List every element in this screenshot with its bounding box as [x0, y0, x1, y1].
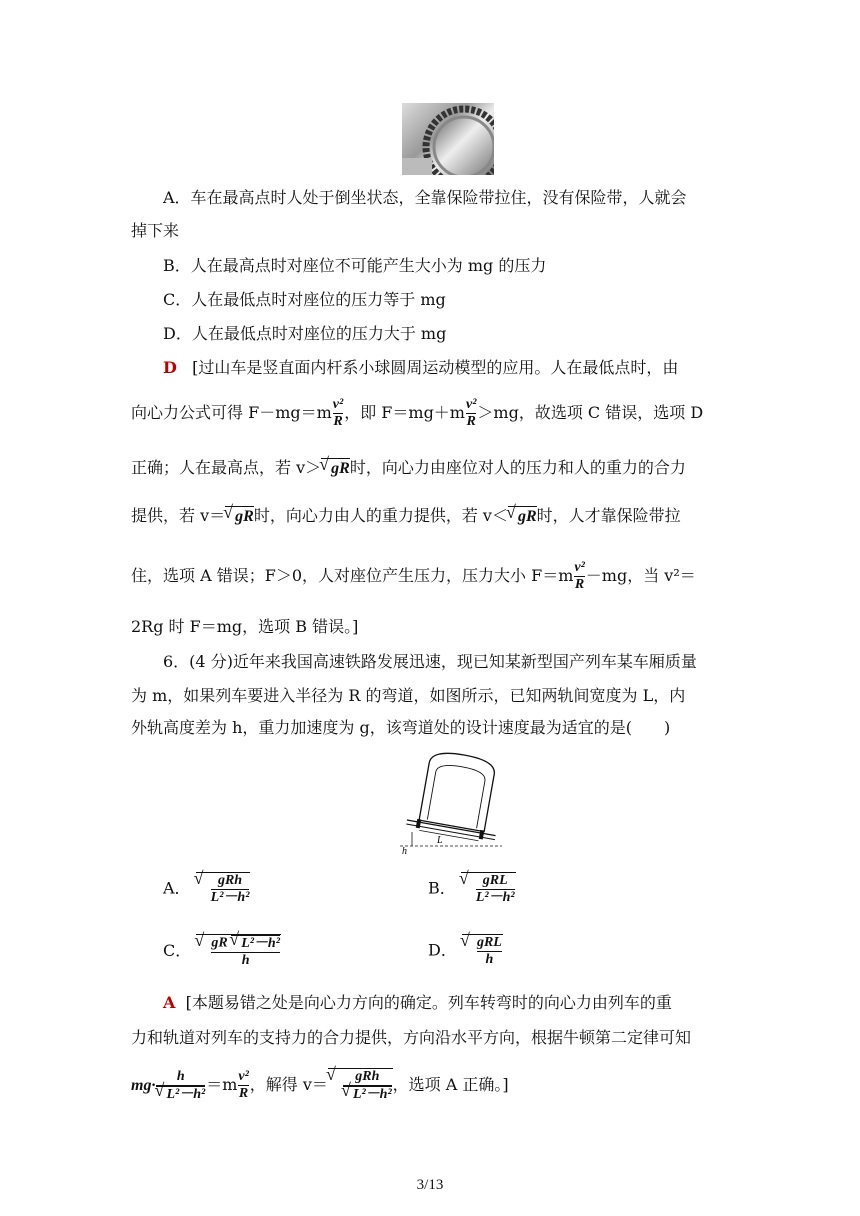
frac-num: v² [574, 560, 585, 575]
frac-num: √ gRh [355, 1069, 380, 1084]
frac-den: R [466, 414, 476, 429]
q6-explanation-line1 [163, 992, 672, 1014]
sqrt-gr: √ gR [225, 506, 254, 527]
page-number: 3/13 [416, 1177, 444, 1193]
figure-label-l: L [437, 835, 443, 846]
prev-explanation-line5 [131, 560, 696, 593]
prev-exp-text: [过山车是竖直面内杆系小球圆周运动模型的应用。人在最低点时，由 [192, 358, 679, 377]
question6-option-a[interactable] [163, 872, 250, 906]
fraction [476, 873, 515, 906]
frac-num: h [176, 1068, 185, 1084]
exp-text: mg· [131, 1077, 156, 1094]
fraction [477, 935, 502, 968]
prev-option-d: D．人在最低点时对座位的压力大于 mg [163, 324, 447, 343]
train-banked-track-figure [398, 748, 508, 856]
exp-text: 时，向心力由人的重力提供，若 v＜ [253, 506, 508, 525]
frac-num: v² [465, 397, 477, 412]
question6-option-d[interactable] [428, 934, 503, 968]
prev-explanation-line2 [131, 397, 703, 430]
figure-label-h: h [402, 846, 407, 856]
fraction-v2-over-r [238, 1069, 248, 1102]
exp-text: 住，选项 A 错误；F＞0，人对座位产生压力，压力大小 F＝m [131, 566, 574, 585]
inner-sqrt: √ L²－h² [231, 935, 280, 952]
fraction [211, 873, 250, 906]
frac-den: h [211, 952, 280, 969]
exp-text: 正确；人在最高点，若 v＞ [131, 458, 322, 477]
frac-den: R [238, 1086, 249, 1101]
inner-sqrt: √ L²－h² [156, 1086, 205, 1103]
q6-explanation-line3 [131, 1068, 509, 1103]
frac-den [156, 1085, 205, 1103]
fraction [211, 935, 280, 969]
frac-num-a: gR [211, 935, 228, 951]
question6-option-c[interactable] [163, 934, 281, 969]
frac-den [343, 1085, 392, 1103]
sqrt-gr: √ gR [321, 458, 350, 479]
prev-explanation-line1 [163, 357, 678, 379]
exp-text: －mg，当 v²＝ [585, 566, 696, 585]
exp-text: ，即 F＝mg＋m [344, 403, 465, 422]
option-label: A． [163, 878, 191, 898]
prev-option-b: B．人在最高点时对座位不可能产生大小为 mg 的压力 [163, 256, 547, 275]
prev-option-c: C．人在最低点时对座位的压力等于 mg [163, 290, 446, 309]
option-label: C． [163, 941, 192, 960]
q6-answer: A [163, 993, 176, 1012]
frac-den: R [333, 414, 343, 429]
exp-text: [本题易错之处是向心力方向的确定。列车转弯时的向心力由列车的重 [185, 993, 672, 1012]
inner-sqrt: √ L²－h² [343, 1086, 392, 1103]
exp-text: ＝m [206, 1075, 238, 1094]
q6-explanation-line2: 力和轨道对列车的支持力的合力提供，方向沿水平方向，根据牛顿第二定律可知 [131, 1028, 692, 1047]
exp-text: 提供，若 v＝ [131, 506, 226, 525]
frac-num: v² [238, 1069, 249, 1084]
prev-option-a-line2: 掉下来 [131, 221, 180, 240]
frac-num: v² [332, 397, 344, 412]
prev-explanation-line6: 2Rg 时 F＝mg，选项 B 错误。] [131, 617, 359, 636]
option-label: D． [428, 940, 457, 960]
frac-num: √ gRL [482, 873, 508, 888]
exp-text: 时，人才靠保险带拉 [536, 506, 681, 525]
sqrt-gr: √ gR [508, 506, 537, 527]
sqrt-expression [196, 934, 281, 969]
option-label: B． [428, 878, 456, 898]
frac-den: h [477, 951, 502, 968]
prev-explanation-line4 [131, 505, 681, 527]
question6-option-b[interactable] [428, 872, 516, 906]
exp-text: ，选项 A 正确。] [392, 1075, 509, 1094]
exp-text: 时，向心力由座位对人的压力和人的重力的合力 [349, 458, 686, 477]
sqrt-expression [196, 872, 251, 906]
frac-den: R [574, 577, 585, 592]
roller-coaster-photo [402, 103, 494, 175]
sqrt-expression [462, 934, 503, 968]
frac-num [211, 935, 280, 952]
frac-den: L²－h² [475, 890, 515, 905]
question6-line2: 为 m，如果列车要进入半径为 R 的弯道，如图所示，已知两轨间宽度为 L，内 [131, 686, 686, 705]
fraction-v2-over-r [574, 560, 584, 593]
fraction-h-over-sqrt [156, 1069, 205, 1103]
prev-answer: D [163, 358, 177, 377]
fraction-v2-over-r [333, 397, 343, 430]
question6-line3: 外轨高度差为 h，重力加速度为 g，该弯道处的设计速度最为适宜的是( ) [131, 718, 671, 737]
exp-text: 向心力公式可得 F－mg＝m [131, 403, 332, 422]
exp-text: ＞mg，故选项 C 错误，选项 D [477, 403, 704, 422]
exp-text: ，解得 v＝ [249, 1075, 328, 1094]
prev-explanation-line3 [131, 457, 686, 479]
question6-line1: 6．(4 分)近年来我国高速铁路发展迅速，现已知某新型国产列车某车厢质量 [163, 652, 697, 671]
fraction [343, 1069, 392, 1103]
frac-num: √ gRL [476, 935, 502, 950]
fraction-v2-over-r [466, 397, 476, 430]
frac-den: L²－h² [210, 890, 250, 905]
sqrt-expression [461, 872, 516, 906]
prev-option-a-line1: A．车在最高点时人处于倒坐状态，全靠保险带拉住，没有保险带，人就会 [163, 188, 687, 207]
frac-num: √ gRh [217, 873, 243, 888]
sqrt-expression [328, 1068, 393, 1103]
